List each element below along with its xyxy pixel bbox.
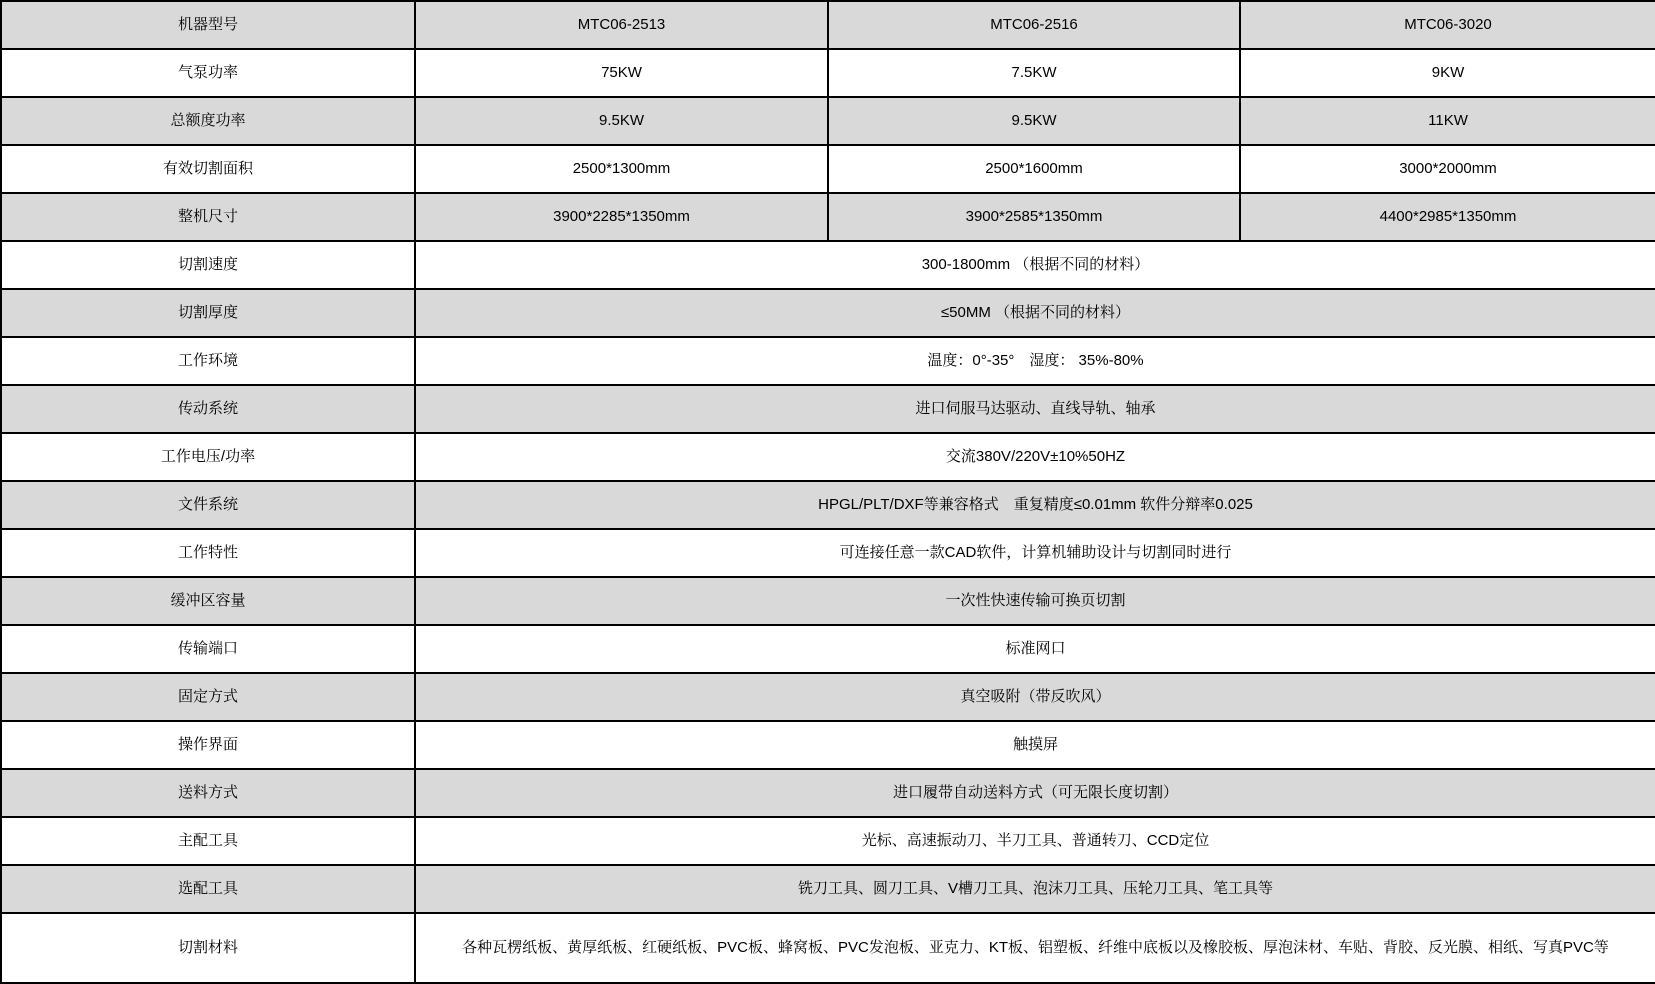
value-cell: 触摸屏 (415, 721, 1655, 769)
label-cell: 气泵功率 (1, 49, 415, 97)
row-buffer-capacity (1, 577, 1655, 625)
row-machine-model (1, 1, 1655, 49)
value-cell: 3000*2000mm (1240, 145, 1655, 193)
value-cell: 各种瓦楞纸板、黄厚纸板、红硬纸板、PVC板、蜂窝板、PVC发泡板、亚克力、KT板、铝塑板、纤维中底板以及橡胶板、厚泡沫材、车贴、背胶、反光膜、相纸、写真PVC等 (415, 913, 1655, 983)
row-working-environment (1, 337, 1655, 385)
value-cell: 4400*2985*1350mm (1240, 193, 1655, 241)
label-cell: 机器型号 (1, 1, 415, 49)
value-cell: 9.5KW (415, 97, 828, 145)
value-cell: ≤50MM （根据不同的材料） (415, 289, 1655, 337)
row-transmission-system (1, 385, 1655, 433)
value-cell: 2500*1600mm (828, 145, 1240, 193)
label-cell: 工作特性 (1, 529, 415, 577)
row-cutting-speed (1, 241, 1655, 289)
row-machine-dimensions (1, 193, 1655, 241)
value-cell: 一次性快速传输可换页切割 (415, 577, 1655, 625)
row-air-pump-power (1, 49, 1655, 97)
value-cell: 光标、高速振动刀、半刀工具、普通转刀、CCD定位 (415, 817, 1655, 865)
value-cell: 进口伺服马达驱动、直线导轨、轴承 (415, 385, 1655, 433)
label-cell: 传输端口 (1, 625, 415, 673)
value-cell: 2500*1300mm (415, 145, 828, 193)
value-cell: 3900*2285*1350mm (415, 193, 828, 241)
label-cell: 选配工具 (1, 865, 415, 913)
value-cell: 9KW (1240, 49, 1655, 97)
label-cell: 缓冲区容量 (1, 577, 415, 625)
row-feeding-method (1, 769, 1655, 817)
label-cell: 操作界面 (1, 721, 415, 769)
value-cell: MTC06-2513 (415, 1, 828, 49)
label-cell: 固定方式 (1, 673, 415, 721)
value-cell: 标准网口 (415, 625, 1655, 673)
label-cell: 切割厚度 (1, 289, 415, 337)
value-cell: 真空吸附（带反吹风） (415, 673, 1655, 721)
value-cell: 可连接任意一款CAD软件，计算机辅助设计与切割同时进行 (415, 529, 1655, 577)
label-cell: 传动系统 (1, 385, 415, 433)
label-cell: 切割材料 (1, 913, 415, 983)
row-transfer-port (1, 625, 1655, 673)
value-cell: 11KW (1240, 97, 1655, 145)
label-cell: 总额度功率 (1, 97, 415, 145)
row-total-rated-power (1, 97, 1655, 145)
value-cell: 9.5KW (828, 97, 1240, 145)
label-cell: 主配工具 (1, 817, 415, 865)
value-cell: MTC06-2516 (828, 1, 1240, 49)
label-cell: 切割速度 (1, 241, 415, 289)
row-working-voltage-power (1, 433, 1655, 481)
value-cell: 交流380V/220V±10%50HZ (415, 433, 1655, 481)
label-cell: 工作电压/功率 (1, 433, 415, 481)
value-cell: 75KW (415, 49, 828, 97)
label-cell: 文件系统 (1, 481, 415, 529)
value-cell: 温度：0°-35° 湿度： 35%-80% (415, 337, 1655, 385)
row-fixing-method (1, 673, 1655, 721)
value-cell: MTC06-3020 (1240, 1, 1655, 49)
row-operation-interface (1, 721, 1655, 769)
row-file-system (1, 481, 1655, 529)
row-optional-tools (1, 865, 1655, 913)
value-cell: HPGL/PLT/DXF等兼容格式 重复精度≤0.01mm 软件分辩率0.025 (415, 481, 1655, 529)
row-effective-cutting-area (1, 145, 1655, 193)
row-cutting-thickness (1, 289, 1655, 337)
label-cell: 整机尺寸 (1, 193, 415, 241)
row-working-features (1, 529, 1655, 577)
value-cell: 进口履带自动送料方式（可无限长度切割） (415, 769, 1655, 817)
value-cell: 7.5KW (828, 49, 1240, 97)
row-cutting-materials (1, 913, 1655, 983)
value-cell: 铣刀工具、圆刀工具、V槽刀工具、泡沫刀工具、压轮刀工具、笔工具等 (415, 865, 1655, 913)
value-cell: 3900*2585*1350mm (828, 193, 1240, 241)
label-cell: 送料方式 (1, 769, 415, 817)
row-main-tools (1, 817, 1655, 865)
value-cell: 300-1800mm （根据不同的材料） (415, 241, 1655, 289)
label-cell: 有效切割面积 (1, 145, 415, 193)
label-cell: 工作环境 (1, 337, 415, 385)
